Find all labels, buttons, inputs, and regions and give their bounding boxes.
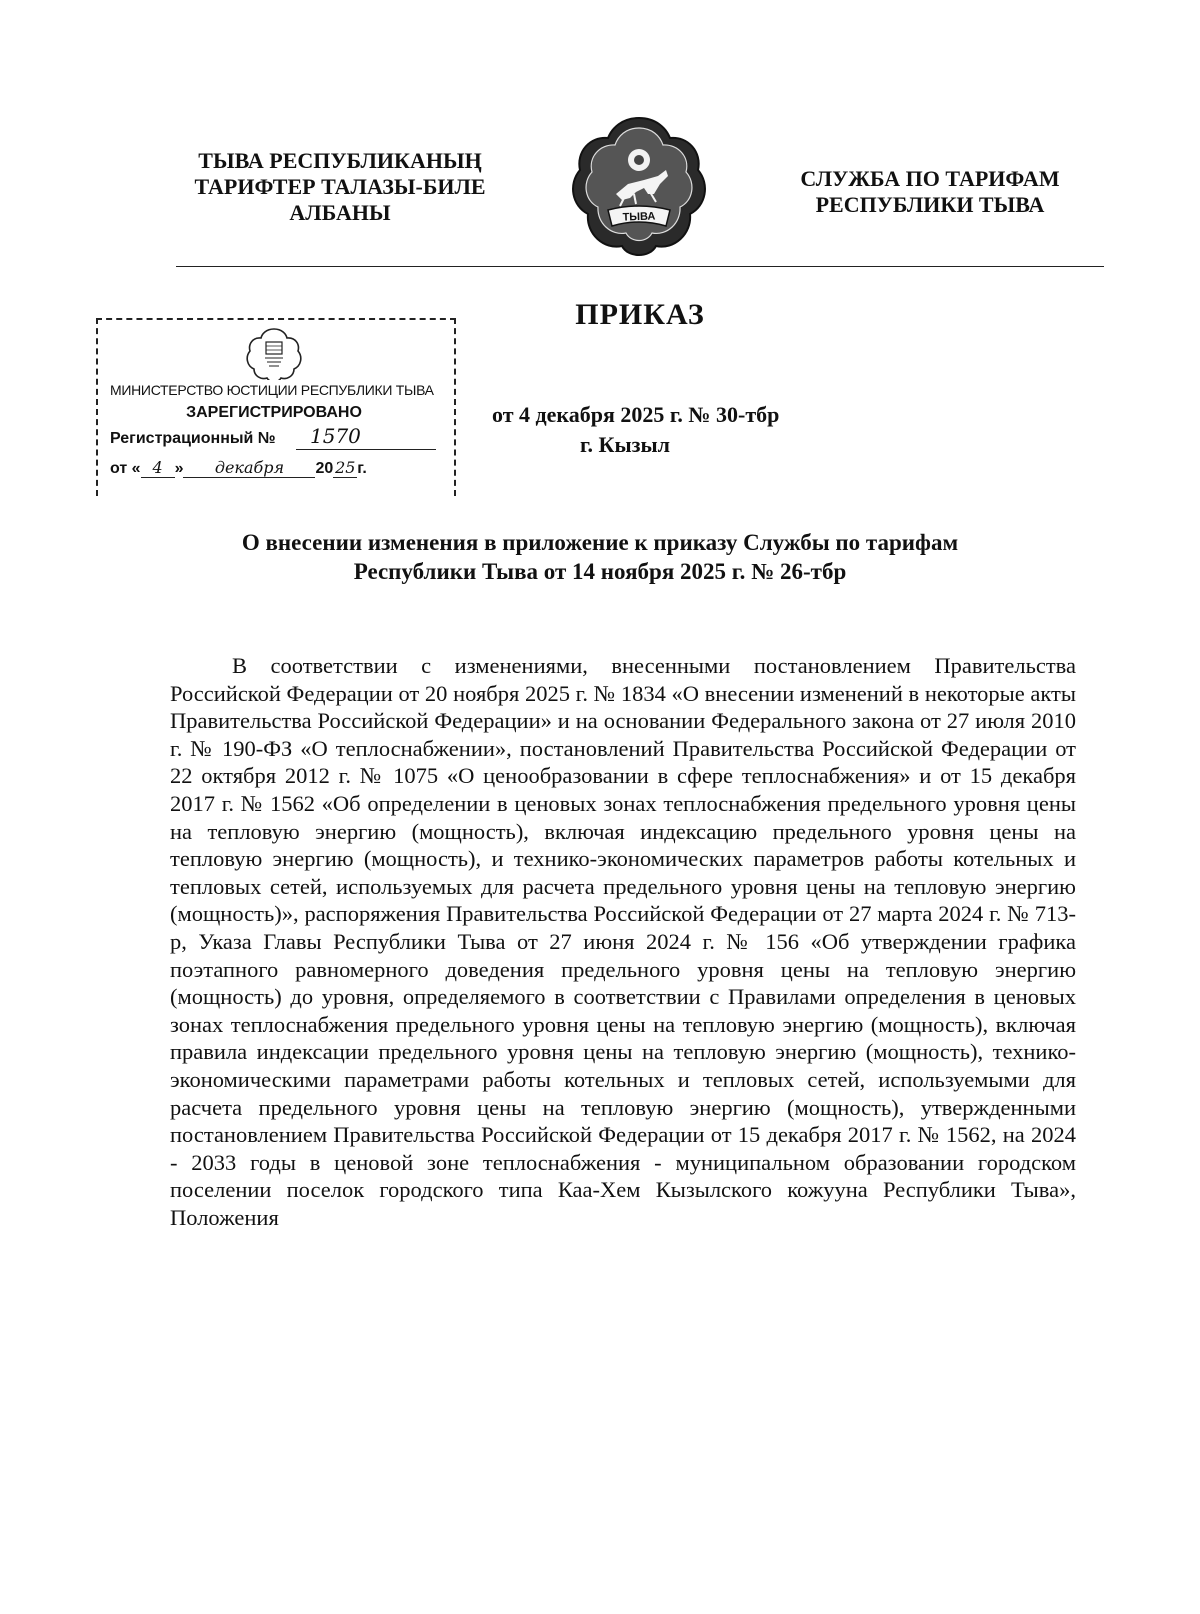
stamp-regnum-underline <box>296 449 436 450</box>
document-title <box>150 528 1050 586</box>
header-right-title <box>770 166 1090 218</box>
stamp-registered-label: ЗАРЕГИСТРИРОВАНО <box>186 404 362 421</box>
stamp-year-suffix: 25 <box>335 458 356 477</box>
stamp-date <box>110 458 367 478</box>
document-type: ПРИКАЗ <box>575 298 705 331</box>
stamp-year-prefix: 20 <box>315 460 334 477</box>
header-right-line: РЕСПУБЛИКИ ТЫВА <box>815 192 1045 217</box>
stamp-regnum-label: Регистрационный № <box>110 430 276 447</box>
tuva-emblem-small-icon <box>246 326 302 380</box>
stamp-date-prefix: от « <box>110 460 141 477</box>
order-city: г. Кызыл <box>580 432 670 457</box>
stamp-year-end: г. <box>357 460 367 477</box>
header-right-line: СЛУЖБА ПО ТАРИФАМ <box>800 166 1060 191</box>
stamp-regnum-value: 1570 <box>310 424 361 448</box>
order-date-number: от 4 декабря 2025 г. № 30-тбр <box>492 402 780 427</box>
stamp-date-mid: » <box>174 460 184 477</box>
stamp-day: 4 <box>141 458 175 478</box>
header-divider <box>176 266 1104 267</box>
header-left-line: ТАРИФТЕР ТАЛАЗЫ-БИЛЕ <box>194 174 486 199</box>
tuva-emblem-icon <box>570 114 708 262</box>
body-paragraph: В соответствии с изменениями, внесенными постановлением Правительства Российской Федерации от 20 ноября 2025 г. № 1834 «О внесении изменений в некоторые акты Правительства Российской Федерации» и на основании Федерального закона от 27 июля 2010 г. № 190-ФЗ «О теплоснабжении», постановлений Правительства Российской Федерации от 22 октября 2012 г. № 1075 «О ценообразовании в сфере теплоснабжения» и от 15 декабря 2017 г. № 1562 «Об определении в ценовых зонах теплоснабжения предельного уровня цены на тепловую энергию (мощность), включая индексацию предельного уровня цены на тепловую энергию (мощность), и технико-экономических параметров работы котельных и тепловых сетей, используемых для расчета предельного уровня цены на тепловую энергию (мощность)», распоряжения Правительства Российской Федерации от 27 марта 2024 г. № 713-р, Указа Главы Республики Тыва от 27 июня 2024 г. № 156 «Об утверждении графика поэтапного равномерного доведения предельного уровня цены на тепловую энергию (мощность) до уровня, определяемого в соответствии с Правилами определения в ценовых зонах теплоснабжения предельного уровня цены на тепловую энергию (мощность), включая правила индексации предельного уровня цены на тепловую энергию (мощность), технико-экономическими параметрами работы котельных и тепловых сетей, используемыми для расчета предельного уровня цены на тепловую энергию (мощность), утвержденными постановлением Правительства Российской Федерации от 15 декабря 2017 г. № 1562, на 2024 - 2033 годы в ценовой зоне теплоснабжения - муниципальном образовании городском поселении поселок городского типа Каа-Хем Кызылского кожууна Республики Тыва», Положения <box>170 653 1076 1230</box>
registration-stamp <box>96 318 456 498</box>
emblem-label: ТЫВА <box>622 210 656 224</box>
header-left-title <box>150 148 530 226</box>
header-left-line: ТЫВА РЕСПУБЛИКАНЫҢ <box>198 148 482 173</box>
document-title-line: О внесении изменения в приложение к приказу Службы по тарифам <box>241 530 959 555</box>
header-left-line: АЛБАНЫ <box>289 200 391 225</box>
stamp-month: декабря <box>183 458 315 478</box>
stamp-ministry: МИНИСТЕРСТВО ЮСТИЦИИ РЕСПУБЛИКИ ТЫВА <box>110 382 434 398</box>
document-title-line: Республики Тыва от 14 ноября 2025 г. № 26-тбр <box>353 559 847 584</box>
